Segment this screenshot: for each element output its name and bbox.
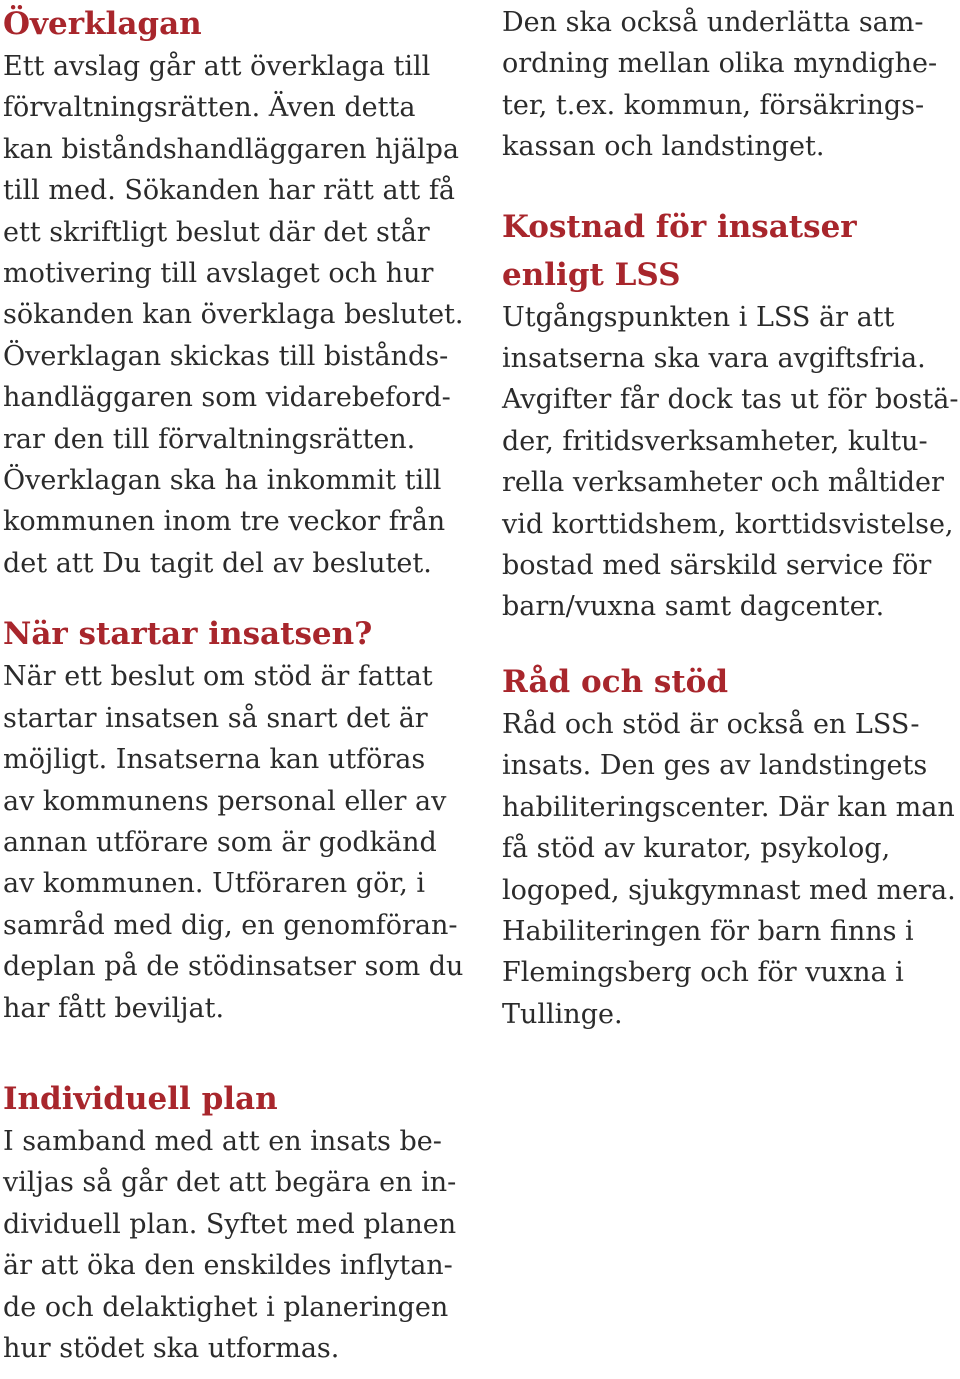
text-line: insats. Den ges av landstingets: [502, 750, 928, 782]
text-line: samråd med dig, en genomföran-: [3, 909, 458, 941]
text-line: de och delaktighet i planeringen: [3, 1291, 449, 1323]
text-line: kommunen inom tre veckor från: [3, 506, 446, 538]
text-line: förvaltningsrätten. Även detta: [3, 92, 416, 124]
text-line: der, fritidsverksamheter, kultu-: [502, 425, 928, 457]
text-line: av kommunen. Utföraren gör, i: [3, 868, 426, 900]
text-line: Den ska också underlätta sam-: [502, 7, 924, 38]
body-kostnad: [502, 297, 960, 628]
text-line: hur stödet ska utformas.: [3, 1332, 340, 1364]
text-line: dividuell plan. Syftet med planen: [3, 1208, 457, 1240]
text-line: kan biståndshandläggaren hjälpa: [3, 133, 459, 165]
section-individuell-plan: [3, 1075, 473, 1369]
text-line: ter, t.ex. kommun, försäkrings-: [502, 89, 925, 121]
text-line: motivering till avslaget och hur: [3, 258, 434, 290]
text-line: rar den till förvaltningsrätten.: [3, 423, 416, 455]
text-line: Flemingsberg och för vuxna i: [502, 957, 904, 989]
text-line: är att öka den enskildes inflytan-: [3, 1250, 453, 1282]
text-line: insatserna ska vara avgiftsfria.: [502, 343, 926, 375]
heading-kostnad-line1: Kostnad för insatser: [502, 208, 857, 245]
section-continuation: [502, 2, 960, 168]
body-individuell-plan: [3, 1121, 473, 1369]
text-line: har fått beviljat.: [3, 992, 225, 1024]
text-line: Avgifter får dock tas ut för bostä-: [502, 384, 959, 416]
body-nar-startar: [3, 656, 473, 1029]
heading-kostnad-line2: enligt LSS: [502, 256, 681, 293]
text-line: logoped, sjukgymnast med mera.: [502, 874, 956, 906]
text-line: möjligt. Insatserna kan utföras: [3, 744, 426, 776]
text-line: av kommunens personal eller av: [3, 785, 447, 817]
text-line: barn/vuxna samt dagcenter.: [502, 591, 885, 623]
text-line: deplan på de stödinsatser som du: [3, 951, 464, 983]
text-line: Habiliteringen för barn finns i: [502, 915, 914, 947]
text-line: Råd och stöd är också en LSS-: [502, 708, 920, 740]
heading-overklagan: Överklagan: [3, 6, 202, 42]
text-line: det att Du tagit del av beslutet.: [3, 547, 432, 579]
text-line: ordning mellan olika myndighe-: [502, 48, 938, 80]
text-line: bostad med särskild service för: [502, 550, 932, 582]
text-line: handläggaren som vidarebeford-: [3, 382, 451, 414]
text-line: få stöd av kurator, psykolog,: [502, 833, 891, 865]
text-line: I samband med att en insats be-: [3, 1125, 442, 1157]
text-line: När ett beslut om stöd är fattat: [3, 661, 433, 693]
heading-individuell-plan: Individuell plan: [3, 1080, 278, 1117]
section-overklagan: [3, 0, 473, 584]
text-line: annan utförare som är godkänd: [3, 826, 437, 858]
text-line: habiliteringscenter. Där kan man: [502, 791, 955, 823]
section-rad-och-stod: [502, 658, 960, 1035]
right-column: [502, 0, 960, 1035]
text-line: till med. Sökanden har rätt att få: [3, 175, 455, 207]
text-line: vid korttidshem, korttidsvistelse,: [502, 508, 954, 540]
section-nar-startar: [3, 610, 473, 1029]
heading-rad-och-stod: Råd och stöd: [502, 663, 729, 700]
text-line: ett skriftligt beslut där det står: [3, 216, 430, 248]
text-line: Överklagan skickas till bistånds-: [3, 340, 449, 372]
text-line: Ett avslag går att överklaga till: [3, 51, 431, 82]
text-line: sökanden kan överklaga beslutet.: [3, 299, 464, 331]
text-line: Utgångspunkten i LSS är att: [502, 301, 895, 333]
section-kostnad: [502, 203, 960, 628]
text-line: viljas så går det att begära en in-: [3, 1167, 457, 1199]
left-column: [3, 0, 473, 1369]
body-rad-och-stod: [502, 704, 960, 1035]
text-line: rella verksamheter och måltider: [502, 467, 944, 499]
text-line: Överklagan ska ha inkommit till: [3, 465, 442, 497]
body-overklagan: [3, 46, 473, 584]
text-line: Tullinge.: [502, 998, 623, 1030]
text-line: startar insatsen så snart det är: [3, 702, 428, 734]
heading-nar-startar: När startar insatsen?: [3, 616, 373, 653]
text-line: kassan och landstinget.: [502, 131, 825, 163]
